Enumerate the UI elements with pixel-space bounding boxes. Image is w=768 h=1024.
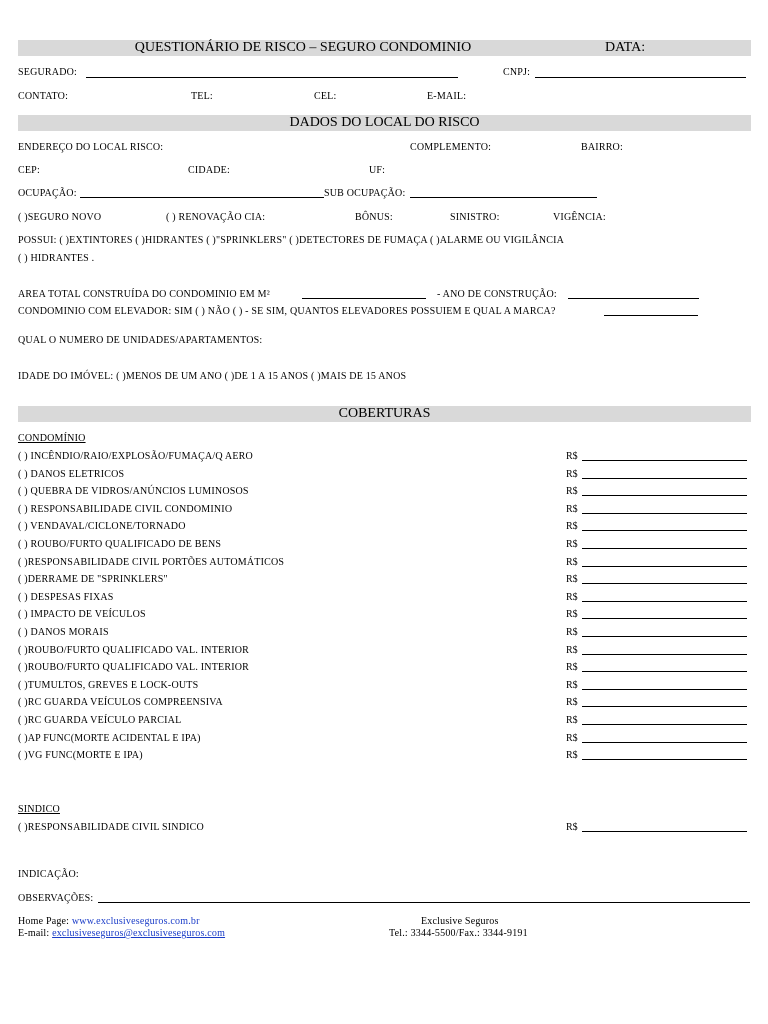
coverage-item[interactable]: ( ) RESPONSABILIDADE CIVIL CONDOMINIO: [18, 504, 233, 515]
possui-options[interactable]: POSSUI: ( )EXTINTORES ( )HIDRANTES ( )"SPRINKLERS" ( )DETECTORES DE FUMAÇA ( )ALARME OU VIGILÂNCIA: [18, 235, 565, 246]
segurado-field[interactable]: [86, 77, 458, 78]
ano-construcao-field[interactable]: [568, 298, 699, 299]
currency-label: R$: [566, 733, 578, 744]
coverage-amount-field[interactable]: [582, 654, 747, 655]
page-title: QUESTIONÁRIO DE RISCO – SEGURO CONDOMINIO: [134, 40, 472, 55]
coverage-amount-field[interactable]: [582, 495, 747, 496]
uf-label: UF:: [369, 165, 386, 176]
observacoes-label: OBSERVAÇÕES:: [18, 893, 94, 904]
cep-label: CEP:: [18, 165, 40, 176]
currency-label: R$: [566, 504, 578, 515]
coverage-amount-field[interactable]: [582, 478, 747, 479]
coverage-item[interactable]: ( ) VENDAVAL/CICLONE/TORNADO: [18, 521, 186, 532]
company-name: Exclusive Seguros: [421, 916, 499, 927]
coverage-amount-field[interactable]: [582, 618, 747, 619]
coverage-amount-field[interactable]: [582, 530, 747, 531]
coverage-item[interactable]: ( )VG FUNC(MORTE E IPA): [18, 750, 143, 761]
coverage-item[interactable]: ( ) INCÊNDIO/RAIO/EXPLOSÃO/FUMAÇA/Q AERO: [18, 451, 253, 462]
currency-label: R$: [566, 697, 578, 708]
email-link[interactable]: exclusiveseguros@exclusiveseguros.com: [52, 928, 226, 939]
coverage-item[interactable]: ( ) IMPACTO DE VEÍCULOS: [18, 609, 146, 620]
home-page-link[interactable]: www.exclusiveseguros.com.br: [71, 916, 200, 927]
currency-label: R$: [566, 574, 578, 585]
ocupacao-label: OCUPAÇÃO:: [18, 188, 77, 199]
condominio-heading: CONDOMÍNIO: [18, 433, 86, 444]
coverage-item[interactable]: ( )ROUBO/FURTO QUALIFICADO VAL. INTERIOR: [18, 645, 250, 656]
coverage-amount-field[interactable]: [582, 548, 747, 549]
date-label: DATA:: [605, 40, 646, 55]
elevador-question[interactable]: CONDOMINIO COM ELEVADOR: SIM ( ) NÃO ( ) - SE SIM, QUANTOS ELEVADORES POSSUIEM E QUAL A MARCA?: [18, 306, 556, 317]
observacoes-field[interactable]: [98, 902, 750, 903]
renovacao-option[interactable]: ( ) RENOVAÇÃO CIA:: [166, 212, 266, 223]
coverage-amount-field[interactable]: [582, 583, 747, 584]
coverage-item[interactable]: ( )RESPONSABILIDADE CIVIL PORTÕES AUTOMÁTICOS: [18, 557, 285, 568]
coverage-item[interactable]: ( ) ROUBO/FURTO QUALIFICADO DE BENS: [18, 539, 222, 550]
coverage-amount-field[interactable]: [582, 724, 747, 725]
area-total-field[interactable]: [302, 298, 426, 299]
bairro-label: BAIRRO:: [581, 142, 623, 153]
ano-construcao-label: - ANO DE CONSTRUÇÃO:: [437, 289, 557, 300]
coverages-section-title: COBERTURAS: [338, 406, 431, 421]
coverage-amount-field[interactable]: [582, 601, 747, 602]
coverage-amount-field[interactable]: [582, 513, 747, 514]
sub-ocupacao-label: SUB OCUPAÇÃO:: [324, 188, 406, 199]
currency-label: R$: [566, 822, 578, 833]
location-section-title: DADOS DO LOCAL DO RISCO: [289, 115, 480, 130]
coverage-amount-field[interactable]: [582, 831, 747, 832]
company-phones: Tel.: 3344-5500/Fax.: 3344-9191: [389, 928, 528, 939]
vigencia-label: VIGÊNCIA:: [553, 212, 606, 223]
currency-label: R$: [566, 451, 578, 462]
cel-label: CEL:: [314, 91, 337, 102]
idade-imovel-options[interactable]: IDADE DO IMÓVEL: ( )MENOS DE UM ANO ( )DE 1 A 15 ANOS ( )MAIS DE 15 ANOS: [18, 371, 407, 382]
ocupacao-field[interactable]: [80, 197, 324, 198]
email-contact-label: E-mail:: [18, 928, 50, 939]
coverage-amount-field[interactable]: [582, 742, 747, 743]
coverage-item-sindico[interactable]: ( )RESPONSABILIDADE CIVIL SINDICO: [18, 822, 204, 833]
sindico-heading: SINDICO: [18, 804, 60, 815]
currency-label: R$: [566, 662, 578, 673]
cnpj-label: CNPJ:: [503, 67, 531, 78]
email-line: [18, 928, 225, 939]
segurado-label: SEGURADO:: [18, 67, 78, 78]
hidrantes-option[interactable]: ( ) HIDRANTES .: [18, 253, 95, 264]
currency-label: R$: [566, 750, 578, 761]
coverage-item[interactable]: ( ) DANOS ELETRICOS: [18, 469, 125, 480]
currency-label: R$: [566, 627, 578, 638]
home-page-line: [18, 916, 200, 927]
sinistro-label: SINISTRO:: [450, 212, 500, 223]
coverage-item[interactable]: ( )TUMULTOS, GREVES E LOCK-OUTS: [18, 680, 199, 691]
currency-label: R$: [566, 680, 578, 691]
elevador-field[interactable]: [604, 315, 698, 316]
coverage-item[interactable]: ( )DERRAME DE "SPRINKLERS": [18, 574, 168, 585]
coverage-amount-field[interactable]: [582, 706, 747, 707]
currency-label: R$: [566, 557, 578, 568]
seguro-novo-option[interactable]: ( )SEGURO NOVO: [18, 212, 102, 223]
coverage-amount-field[interactable]: [582, 759, 747, 760]
area-total-label: AREA TOTAL CONSTRUÍDA DO CONDOMINIO EM M²: [18, 289, 270, 300]
coverage-item[interactable]: ( )RC GUARDA VEÍCULOS COMPREENSIVA: [18, 697, 223, 708]
email-label: E-MAIL:: [427, 91, 467, 102]
sub-ocupacao-field[interactable]: [410, 197, 597, 198]
coverage-item[interactable]: ( ) QUEBRA DE VIDROS/ANÚNCIOS LUMINOSOS: [18, 486, 249, 497]
coverage-amount-field[interactable]: [582, 566, 747, 567]
contato-label: CONTATO:: [18, 91, 69, 102]
currency-label: R$: [566, 486, 578, 497]
coverage-item[interactable]: ( ) DESPESAS FIXAS: [18, 592, 114, 603]
bonus-label: BÔNUS:: [355, 212, 393, 223]
complemento-label: COMPLEMENTO:: [410, 142, 492, 153]
coverage-item[interactable]: ( ) DANOS MORAIS: [18, 627, 109, 638]
currency-label: R$: [566, 521, 578, 532]
coverage-amount-field[interactable]: [582, 460, 747, 461]
currency-label: R$: [566, 715, 578, 726]
coverage-amount-field[interactable]: [582, 671, 747, 672]
indicacao-label: INDICAÇÃO:: [18, 869, 79, 880]
coverage-amount-field[interactable]: [582, 689, 747, 690]
cnpj-field[interactable]: [535, 77, 746, 78]
currency-label: R$: [566, 609, 578, 620]
currency-label: R$: [566, 645, 578, 656]
coverage-amount-field[interactable]: [582, 636, 747, 637]
currency-label: R$: [566, 592, 578, 603]
tel-label: TEL:: [191, 91, 213, 102]
coverage-item[interactable]: ( )AP FUNC(MORTE ACIDENTAL E IPA): [18, 733, 201, 744]
currency-label: R$: [566, 469, 578, 480]
cidade-label: CIDADE:: [188, 165, 230, 176]
coverage-item[interactable]: ( )ROUBO/FURTO QUALIFICADO VAL. INTERIOR: [18, 662, 250, 673]
endereco-label: ENDEREÇO DO LOCAL RISCO:: [18, 142, 164, 153]
home-page-label: Home Page:: [18, 916, 70, 927]
currency-label: R$: [566, 539, 578, 550]
unidades-label: QUAL O NUMERO DE UNIDADES/APARTAMENTOS:: [18, 335, 263, 346]
coverage-item[interactable]: ( )RC GUARDA VEÍCULO PARCIAL: [18, 715, 182, 726]
